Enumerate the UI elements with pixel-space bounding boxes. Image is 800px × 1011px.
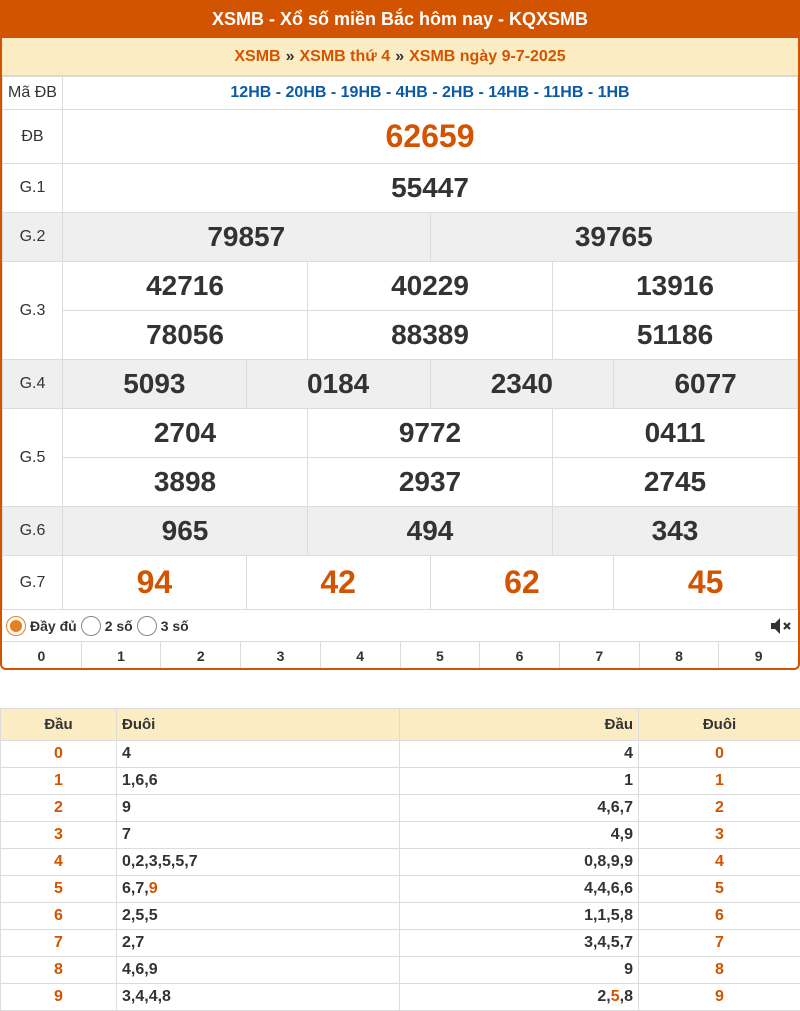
loto-dau-part: ,8 (620, 988, 633, 1005)
digit-filter (2, 642, 798, 669)
loto-duoi-digit: 5 (639, 876, 800, 903)
option-full-label: Đầy đủ (30, 618, 77, 634)
prize-g3: 88389 (308, 311, 553, 360)
table-row (1, 984, 800, 1011)
loto-dau-list: 0,8,9,9 (400, 849, 639, 876)
table-row (1, 795, 800, 822)
breadcrumb-date[interactable]: XSMB ngày 9-7-2025 (409, 48, 566, 66)
loto-duoi: 9 (117, 795, 400, 822)
table-row (1, 957, 800, 984)
loto-dau-list: 4,6,7 (400, 795, 639, 822)
loto-dau: 1 (1, 768, 117, 795)
madb-label: Mã ĐB (3, 77, 63, 110)
digit-filter-item[interactable]: 7 (560, 642, 640, 669)
digit-filter-item[interactable]: 4 (321, 642, 401, 669)
digit-filter-item[interactable]: 8 (640, 642, 720, 669)
option-two-digits[interactable] (81, 616, 133, 636)
loto-duoi: 0,2,3,5,5,7 (117, 849, 400, 876)
loto-dau: 8 (1, 957, 117, 984)
loto-dau: 2 (1, 795, 117, 822)
loto-duoi: 2,5,5 (117, 903, 400, 930)
table-row (1, 930, 800, 957)
radio-two-digits[interactable] (81, 616, 101, 636)
loto-duoi: 4,6,9 (117, 957, 400, 984)
prize-g5: 2704 (63, 409, 308, 458)
prize-g5: 0411 (553, 409, 798, 458)
loto-duoi (117, 876, 400, 903)
prize-g5: 2745 (553, 458, 798, 507)
digit-filter-item[interactable]: 5 (401, 642, 481, 669)
prize-g3: 40229 (308, 262, 553, 311)
g5-label: G.5 (3, 409, 63, 507)
table-row (1, 849, 800, 876)
prize-g6: 494 (308, 507, 553, 556)
prize-g5: 3898 (63, 458, 308, 507)
loto-dau: 3 (1, 822, 117, 849)
loto-header-dau: Đầu (400, 709, 639, 741)
breadcrumb (2, 38, 798, 76)
loto-duoi-part: 6,7, (122, 880, 149, 897)
loto-duoi-digit: 6 (639, 903, 800, 930)
loto-header-duoi: Đuôi (117, 709, 400, 741)
display-options (2, 610, 798, 642)
loto-dau-list: 1,1,5,8 (400, 903, 639, 930)
loto-dau-highlight: 5 (611, 988, 620, 1005)
loto-header-dau: Đầu (1, 709, 117, 741)
loto-duoi-digit: 7 (639, 930, 800, 957)
prize-g1: 55447 (63, 164, 798, 213)
digit-filter-item[interactable]: 3 (241, 642, 321, 669)
loto-dau: 7 (1, 930, 117, 957)
radio-full[interactable] (6, 616, 26, 636)
loto-duoi: 2,7 (117, 930, 400, 957)
option-two-label: 2 số (105, 618, 133, 634)
prize-g7: 42 (246, 556, 430, 610)
loto-duoi-digit: 1 (639, 768, 800, 795)
radio-three-digits[interactable] (137, 616, 157, 636)
loto-table (0, 708, 800, 1011)
prize-g2: 79857 (63, 213, 431, 262)
g4-label: G.4 (3, 360, 63, 409)
madb-value: 12HB - 20HB - 19HB - 4HB - 2HB - 14HB - 11HB - 1HB (63, 77, 798, 110)
prize-g5: 9772 (308, 409, 553, 458)
loto-duoi-digit: 9 (639, 984, 800, 1011)
table-row (1, 903, 800, 930)
results-table (2, 76, 798, 610)
loto-duoi-digit: 8 (639, 957, 800, 984)
breadcrumb-weekday[interactable]: XSMB thứ 4 (300, 48, 391, 66)
loto-duoi-digit: 4 (639, 849, 800, 876)
loto-duoi: 3,4,4,8 (117, 984, 400, 1011)
prize-g7: 62 (430, 556, 614, 610)
loto-dau-list (400, 984, 639, 1011)
loto-dau: 9 (1, 984, 117, 1011)
prize-g6: 965 (63, 507, 308, 556)
loto-dau-list: 4 (400, 741, 639, 768)
loto-duoi-digit: 0 (639, 741, 800, 768)
db-label: ĐB (3, 110, 63, 164)
prize-g4: 0184 (246, 360, 430, 409)
loto-dau: 5 (1, 876, 117, 903)
prize-g7: 94 (63, 556, 247, 610)
prize-g3: 78056 (63, 311, 308, 360)
g6-label: G.6 (3, 507, 63, 556)
loto-dau-list: 3,4,5,7 (400, 930, 639, 957)
g1-label: G.1 (3, 164, 63, 213)
breadcrumb-xsmb[interactable]: XSMB (234, 48, 280, 66)
loto-dau-list: 9 (400, 957, 639, 984)
option-three-digits[interactable] (137, 616, 189, 636)
table-row (1, 741, 800, 768)
digit-filter-item[interactable]: 2 (161, 642, 241, 669)
option-three-label: 3 số (161, 618, 189, 634)
loto-dau: 4 (1, 849, 117, 876)
prize-db: 62659 (63, 110, 798, 164)
digit-filter-item[interactable]: 1 (82, 642, 162, 669)
loto-dau: 0 (1, 741, 117, 768)
option-full[interactable] (6, 616, 77, 636)
breadcrumb-separator: » (395, 48, 404, 66)
loto-duoi: 4 (117, 741, 400, 768)
loto-dau: 6 (1, 903, 117, 930)
digit-filter-item[interactable]: 0 (2, 642, 82, 669)
volume-mute-icon[interactable] (768, 614, 792, 638)
loto-duoi: 1,6,6 (117, 768, 400, 795)
prize-g4: 2340 (430, 360, 614, 409)
loto-duoi-highlight: 9 (149, 880, 158, 897)
table-row (1, 768, 800, 795)
prize-g5: 2937 (308, 458, 553, 507)
loto-dau-list: 4,9 (400, 822, 639, 849)
loto-dau-part: 2, (597, 988, 610, 1005)
page-title: XSMB - Xổ số miền Bắc hôm nay - KQXSMB (2, 0, 798, 38)
g2-label: G.2 (3, 213, 63, 262)
g3-label: G.3 (3, 262, 63, 360)
digit-filter-item[interactable]: 9 (719, 642, 798, 669)
prize-g3: 51186 (553, 311, 798, 360)
prize-g3: 13916 (553, 262, 798, 311)
loto-dau-list: 1 (400, 768, 639, 795)
g7-label: G.7 (3, 556, 63, 610)
digit-filter-item[interactable]: 6 (480, 642, 560, 669)
loto-duoi-digit: 2 (639, 795, 800, 822)
prize-g4: 6077 (614, 360, 798, 409)
loto-dau-list: 4,4,6,6 (400, 876, 639, 903)
table-row (1, 822, 800, 849)
prize-g6: 343 (553, 507, 798, 556)
prize-g7: 45 (614, 556, 798, 610)
prize-g3: 42716 (63, 262, 308, 311)
loto-header-duoi: Đuôi (639, 709, 800, 741)
table-row (1, 876, 800, 903)
loto-duoi: 7 (117, 822, 400, 849)
loto-duoi-digit: 3 (639, 822, 800, 849)
prize-g4: 5093 (63, 360, 247, 409)
prize-g2: 39765 (430, 213, 798, 262)
breadcrumb-separator: » (286, 48, 295, 66)
